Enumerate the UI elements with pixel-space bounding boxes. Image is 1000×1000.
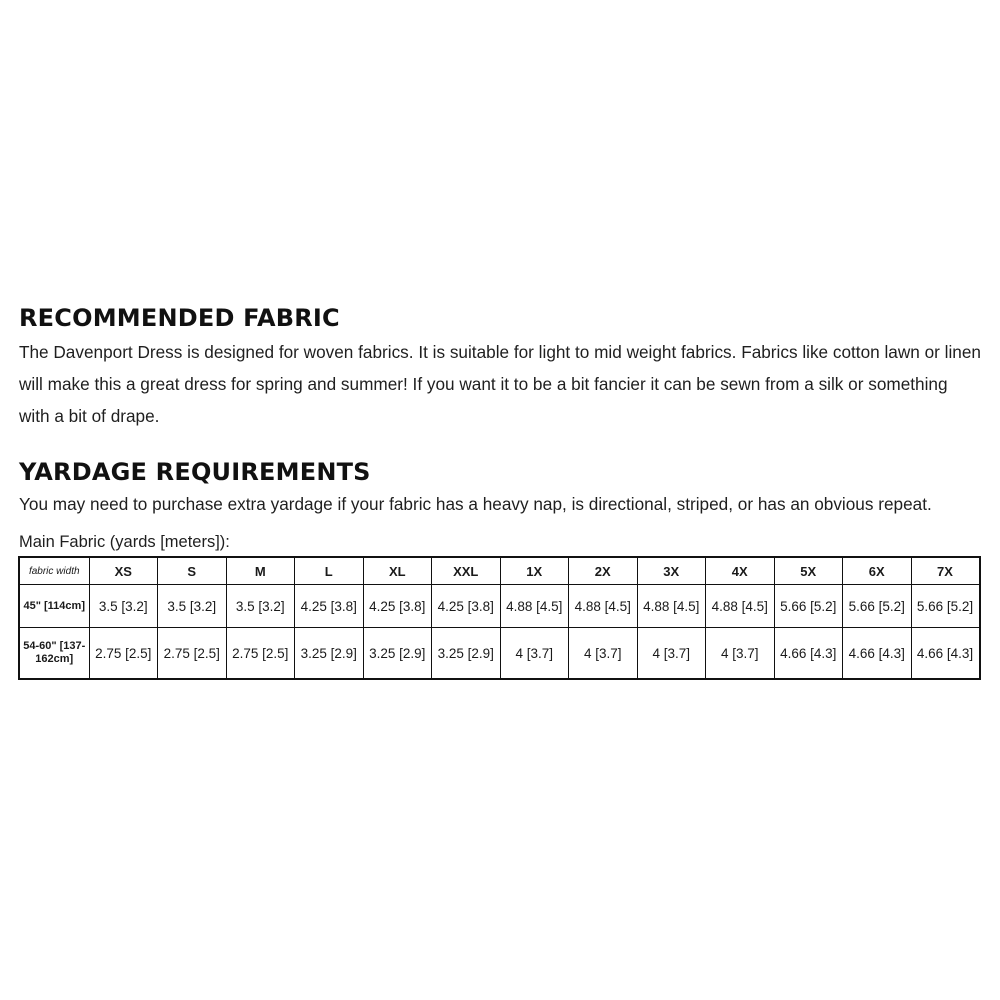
table-caption: Main Fabric (yards [meters]): [19, 533, 230, 551]
recommended-fabric-heading: RECOMMENDED FABRIC [19, 304, 340, 332]
yardage-cell: 4.25 [3.8] [295, 585, 364, 628]
yardage-requirements-heading: YARDAGE REQUIREMENTS [19, 458, 371, 486]
table-header-row [19, 557, 980, 585]
size-header: 3X [637, 557, 706, 585]
size-header: XS [89, 557, 158, 585]
yardage-cell: 2.75 [2.5] [158, 628, 227, 680]
yardage-cell: 4.88 [4.5] [706, 585, 775, 628]
yardage-cell: 2.75 [2.5] [226, 628, 295, 680]
yardage-cell: 4.25 [3.8] [363, 585, 432, 628]
recommended-fabric-text: The Davenport Dress is designed for woven fabrics. It is suitable for light to mid weight fabrics. Fabrics like cotton lawn or linen will make this a great dress for spring and summer! If you want it to be a bit fancier it can be sewn from a silk or something with a bit of drape. [19, 342, 981, 426]
yardage-cell: 3.25 [2.9] [295, 628, 364, 680]
yardage-cell: 4.88 [4.5] [500, 585, 569, 628]
size-header: 6X [843, 557, 912, 585]
yardage-cell: 4 [3.7] [637, 628, 706, 680]
yardage-cell: 5.66 [5.2] [911, 585, 980, 628]
yardage-table [18, 556, 981, 680]
yardage-cell: 4 [3.7] [706, 628, 775, 680]
yardage-cell: 3.25 [2.9] [432, 628, 501, 680]
yardage-cell: 2.75 [2.5] [89, 628, 158, 680]
yardage-cell: 3.5 [3.2] [89, 585, 158, 628]
yardage-cell: 4.25 [3.8] [432, 585, 501, 628]
yardage-cell: 3.5 [3.2] [158, 585, 227, 628]
yardage-cell: 4.88 [4.5] [637, 585, 706, 628]
yardage-cell: 3.25 [2.9] [363, 628, 432, 680]
fabric-width-cell: 45" [114cm] [19, 585, 89, 628]
fabric-width-cell: 54-60" [137-162cm] [19, 628, 89, 680]
size-header: 7X [911, 557, 980, 585]
yardage-cell: 4.88 [4.5] [569, 585, 638, 628]
yardage-cell: 3.5 [3.2] [226, 585, 295, 628]
size-header: XL [363, 557, 432, 585]
yardage-requirements-text: You may need to purchase extra yardage if your fabric has a heavy nap, is directional, striped, or has an obvious repeat. [19, 494, 932, 514]
size-header: 5X [774, 557, 843, 585]
size-header: 4X [706, 557, 775, 585]
yardage-cell: 4.66 [4.3] [911, 628, 980, 680]
yardage-cell: 5.66 [5.2] [843, 585, 912, 628]
yardage-cell: 5.66 [5.2] [774, 585, 843, 628]
size-header: XXL [432, 557, 501, 585]
size-header: 1X [500, 557, 569, 585]
page-content [19, 302, 981, 680]
recommended-fabric-section [19, 302, 981, 432]
size-header: L [295, 557, 364, 585]
fabric-width-header: fabric width [19, 557, 89, 585]
table-row [19, 628, 980, 680]
yardage-cell: 4.66 [4.3] [843, 628, 912, 680]
yardage-cell: 4.66 [4.3] [774, 628, 843, 680]
size-header: 2X [569, 557, 638, 585]
table-row [19, 585, 980, 628]
size-header: M [226, 557, 295, 585]
yardage-cell: 4 [3.7] [569, 628, 638, 680]
yardage-requirements-section [19, 456, 981, 680]
yardage-cell: 4 [3.7] [500, 628, 569, 680]
size-header: S [158, 557, 227, 585]
